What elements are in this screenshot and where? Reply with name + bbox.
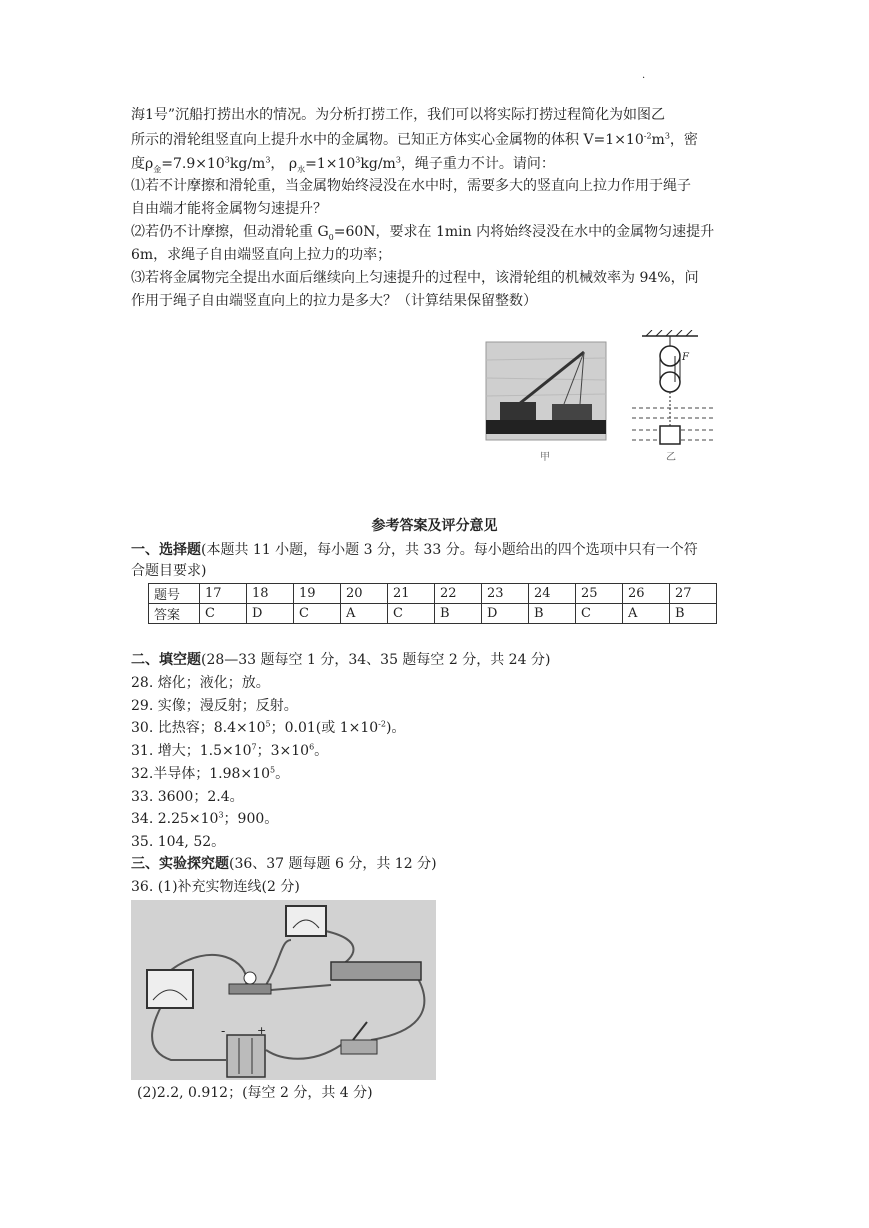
- table-cell: A: [623, 604, 670, 624]
- answer-36-part-2: (2)2.2, 0.912；(每空 2 分，共 4 分): [137, 1085, 373, 1101]
- answer-34: 34. $2.25\times 10^3$；900。: [131, 810, 279, 827]
- choice-answer-table: [148, 583, 717, 624]
- question-3-line-2: 作用于绳子自由端竖直向上的拉力是多大？（计算结果保留整数）: [131, 293, 537, 309]
- table-cell: 18: [247, 584, 294, 604]
- bulb-base: [229, 984, 271, 994]
- table-cell: 17: [200, 584, 247, 604]
- table-cell: D: [482, 604, 529, 624]
- table-cell: 27: [670, 584, 717, 604]
- section-3-heading: 三、实验探究题(36、37 题每题 6 分，共 12 分): [131, 856, 437, 872]
- table-cell: 25: [576, 584, 623, 604]
- salvaged-ship: [552, 404, 592, 420]
- table-row-numbers: [149, 584, 717, 604]
- crane-body: [500, 402, 536, 420]
- table-cell: C: [576, 604, 623, 624]
- movable-pulley: [660, 372, 680, 392]
- answer-32: 32.半导体；$1.98\times 10^5$。: [131, 765, 290, 782]
- problem-line-3: 度$\rho_金=7.9\times 10^3kg/m^3$， $\rho_水=1\times 10^3kg/m^3$，绳子重力不计。请问：: [131, 155, 555, 174]
- ceiling-hatching: [646, 330, 692, 336]
- section-2-heading: 二、填空题(28—33 题每空 1 分，34、35 题每空 2 分，共 24 分): [131, 652, 551, 668]
- question-3-line-1: ⑶若将金属物完全提出水面后继续向上匀速提升的过程中，该滑轮组的机械效率为 94%，问: [131, 270, 699, 286]
- voltmeter: [286, 906, 326, 936]
- table-row-choices: [149, 604, 717, 624]
- problem-line-1: 海1号”沉船打捞出水的情况。为分析打捞工作，我们可以将实际打捞过程简化为如图乙: [131, 107, 666, 123]
- pulley-diagram-figure: [628, 330, 718, 465]
- answer-28: 28. 熔化；液化；放。: [131, 675, 270, 691]
- corner-dot: .: [642, 70, 646, 81]
- metal-cube: [660, 426, 680, 444]
- ammeter: [147, 970, 193, 1008]
- answer-31: 31. 增大；$1.5\times 10^7$；$3\times 10^6$。: [131, 742, 329, 759]
- table-cell: 21: [388, 584, 435, 604]
- switch-base: [341, 1040, 377, 1054]
- table-cell: 24: [529, 584, 576, 604]
- table-cell: C: [200, 604, 247, 624]
- table-cell: 22: [435, 584, 482, 604]
- answers-title: 参考答案及评分意见: [371, 518, 498, 534]
- question-1-line-1: ⑴若不计摩擦和滑轮重，当金属物始终浸没在水中时，需要多大的竖直向上拉力作用于绳子: [131, 178, 691, 194]
- battery-plus-label: +: [257, 1024, 267, 1037]
- answer-30: 30. 比热容；$8.4\times 10^5$；0.01(或 $1\times 10^{-2}$)。: [131, 719, 406, 736]
- battery-minus-label: -: [221, 1024, 226, 1038]
- table-cell: A: [341, 604, 388, 624]
- answer-36-part-1: 36. (1)补充实物连线(2 分): [131, 879, 300, 895]
- question-2-line-1: ⑵若仍不计摩擦，但动滑轮重 $G_0=60N$，要求在 1min 内将始终浸没在水中的金属物匀速提升: [131, 224, 715, 242]
- table-cell: 23: [482, 584, 529, 604]
- fixed-pulley: [660, 346, 680, 366]
- figure-label-jia: 甲: [540, 452, 550, 463]
- table-cell: B: [529, 604, 576, 624]
- table-cell: 19: [294, 584, 341, 604]
- table-cell: B: [670, 604, 717, 624]
- table-header-cell: 题号: [149, 584, 200, 604]
- force-label: F: [682, 352, 689, 363]
- rheostat: [331, 962, 421, 980]
- table-header-cell: 答案: [149, 604, 200, 624]
- section-1-heading-cont: 合题目要求): [131, 563, 207, 579]
- figure-label-yi: 乙: [666, 452, 676, 463]
- problem-line-2: 所示的滑轮组竖直向上提升水中的金属物。已知正方体实心金属物的体积 $V=1\times 10^{-2}m^3$，密: [131, 131, 698, 148]
- bulb: [244, 972, 256, 984]
- battery-pack: [227, 1035, 265, 1077]
- answer-35: 35. 104, 52。: [131, 834, 226, 850]
- barge: [486, 420, 606, 434]
- table-cell: 26: [623, 584, 670, 604]
- table-cell: B: [435, 604, 482, 624]
- crane-photo-figure: [484, 330, 610, 465]
- question-1-line-2: 自由端才能将金属物匀速提升？: [131, 201, 327, 217]
- answer-29: 29. 实像；漫反射；反射。: [131, 698, 298, 714]
- table-cell: D: [247, 604, 294, 624]
- table-cell: C: [388, 604, 435, 624]
- table-cell: C: [294, 604, 341, 624]
- answer-33: 33. 3600；2.4。: [131, 789, 244, 805]
- circuit-photo-figure: [131, 900, 436, 1080]
- question-2-line-2: 6m，求绳子自由端竖直向上拉力的功率；: [131, 247, 392, 263]
- section-1-heading: 一、选择题(本题共 11 小题，每小题 3 分，共 33 分。每小题给出的四个选项中只有一个符: [131, 542, 698, 558]
- table-cell: 20: [341, 584, 388, 604]
